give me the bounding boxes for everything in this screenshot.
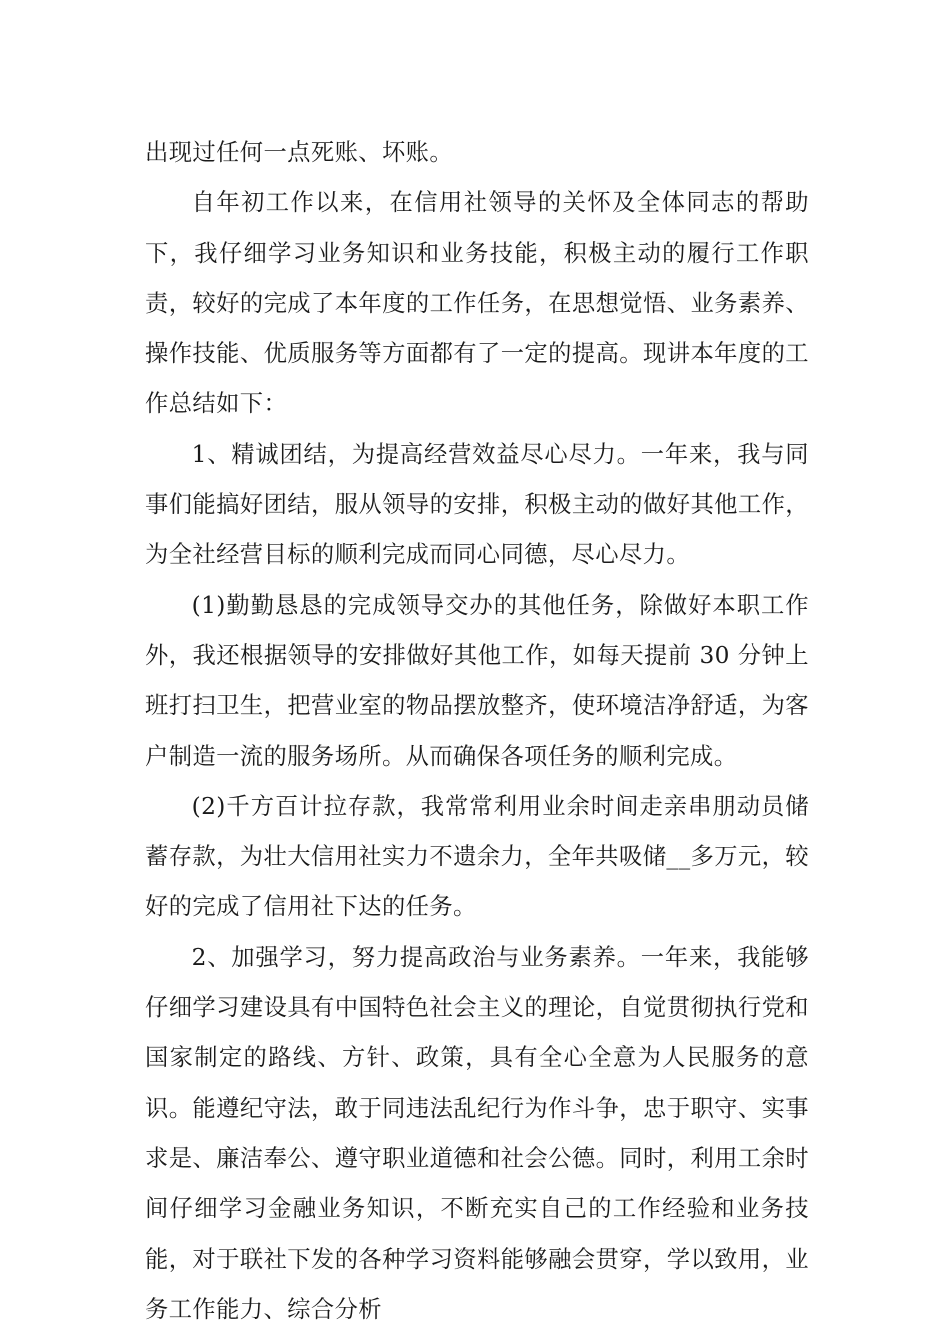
- paragraph-intro: 自年初工作以来，在信用社领导的关怀及全体同志的帮助下，我仔细学习业务知识和业务技能，积极主动的履行工作职责，较好的完成了本年度的工作任务，在思想觉悟、业务素养、操作技能、优质服务等方面都有了一定的提高。现讲本年度的工作总结如下：: [145, 189, 809, 418]
- paragraph-section-1: 1、精诚团结，为提高经营效益尽心尽力。一年来，我与同事们能搞好团结，服从领导的安排，积极主动的做好其他工作，为全社经营目标的顺利完成而同心同德，尽心尽力。: [145, 440, 809, 569]
- paragraph-continuation: 出现过任何一点死账、坏账。: [145, 139, 454, 166]
- paragraph-item-1-2: (2)千方百计拉存款，我常常利用业余时间走亲串朋动员储蓄存款，为壮大信用社实力不遗余力，全年共吸储__多万元，较好的完成了信用社下达的任务。: [145, 792, 809, 921]
- paragraph-item-1-1: (1)勤勤恳恳的完成领导交办的其他任务，除做好本职工作外，我还根据领导的安排做好其他工作，如每天提前 30 分钟上班打扫卫生，把营业室的物品摆放整齐，使环境洁净舒适，为客户制造一流的服务场所。从而确保各项任务的顺利完成。: [145, 591, 809, 770]
- document-body: [145, 128, 809, 1335]
- paragraph-section-2: 2、加强学习，努力提高政治与业务素养。一年来，我能够仔细学习建设具有中国特色社会主义的理论，自觉贯彻执行党和国家制定的路线、方针、政策，具有全心全意为人民服务的意识。能遵纪守法，敢于同违法乱纪行为作斗争，忠于职守、实事求是、廉洁奉公、遵守职业道德和社会公德。同时，利用工余时间仔细学习金融业务知识，不断充实自己的工作经验和业务技能，对于联社下发的各种学习资料能够融会贯穿，学以致用，业务工作能力、综合分析: [145, 943, 809, 1323]
